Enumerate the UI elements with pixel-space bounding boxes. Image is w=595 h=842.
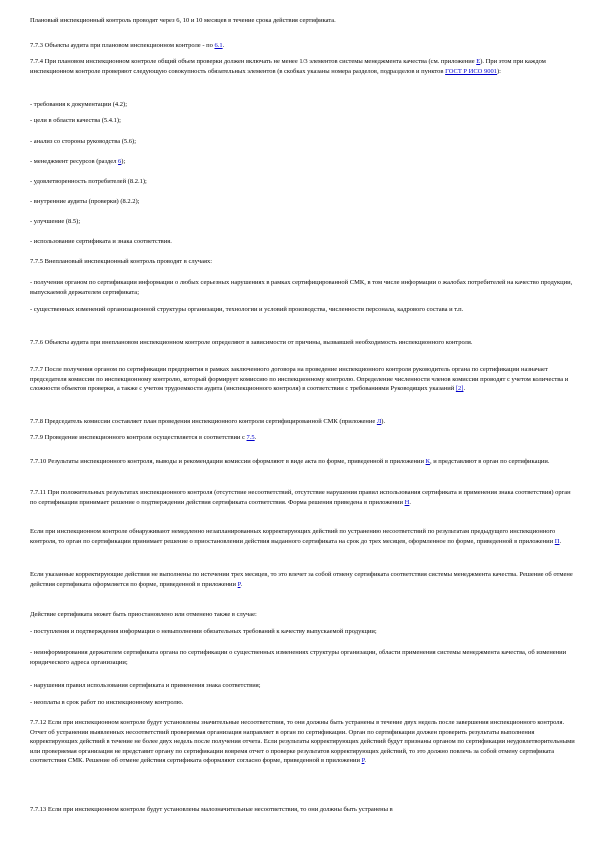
- document-link[interactable]: Е: [476, 58, 481, 65]
- paragraph: [30, 365, 575, 394]
- document-link[interactable]: 7.5: [246, 434, 255, 441]
- paragraph: [30, 681, 575, 691]
- paragraph: [30, 137, 575, 147]
- paragraph: [30, 457, 575, 467]
- paragraph: [30, 417, 575, 427]
- paragraph: [30, 805, 575, 815]
- paragraph-text: 7.7.12 Если при инспекционном контроле будут установлены значительные несоответствия, то они должны быть устранены в течение двух недель после завершения инспекционного контроля. Отчет об устранении выявленных несоответствий проверяемая организация направляет в орган по сертификации. Орган по сертификации должен проверить результаты выполнения корректирующих действий в течение не более двух недель после получения отчета. Если результаты корректирующих действий будут признаны органом по сертификации неудовлетворительными или проверяемая организация не представит органу по сертификации вовремя отчет о проверке результатов корректирующих действий, то это должно повлечь за собой отмену сертификата соответствия СМК. Решение об отмене действия сертификата оформляют согласно форме, приведенной в приложении: [30, 719, 575, 765]
- paragraph: [30, 433, 575, 443]
- paragraph-text: 7.7.8 Председатель комиссии составляет план проведения инспекционного контроля сертифицированной СМК (приложение: [30, 418, 377, 425]
- paragraph: [30, 718, 575, 766]
- paragraph-text: .: [364, 757, 367, 765]
- paragraph-text: ).: [381, 418, 386, 425]
- paragraph-text: .: [409, 498, 411, 506]
- paragraph-text: - получения органом по сертификации информации о любых серьезных нарушениях в рамках сертифицированной СМК, в том числе информации о жалобах потребителей на качество продукции, выпускаемой держателем сертификата;: [30, 279, 573, 296]
- paragraph-text: 7.7.3 Объекты аудита при плановом инспекционном контроле - по: [30, 42, 215, 49]
- paragraph-text: - улучшение (8.5);: [30, 218, 81, 225]
- paragraph-text: 7.7.5 Внеплановый инспекционный контроль проводят в случаях:: [30, 258, 213, 265]
- paragraph-text: ). При этом при каждом инспекционном контроле проверяют следующую совокупность обязательных элементов (в скобках указаны номера разделов, подразделов и пунктов: [30, 58, 546, 75]
- paragraph-text: 7.7.7 После получения органом по сертификации предприятия в рамках заключенного договора на проведение инспекционного контроля руководитель органа по сертификации назначает председателя комиссии по инспекционному контролю, который формирует комиссию по инспекционному контролю. Определение численности членов комиссии проводят с учетом количества и сложности объектов проверки, а также с учетом трудоемкости аудита (инспекционного контроля) в соответствии с требованиями Руководящих указаний: [30, 366, 569, 393]
- paragraph: [30, 57, 575, 76]
- paragraph: [30, 237, 575, 247]
- paragraph-text: .: [240, 580, 243, 588]
- paragraph: [30, 100, 575, 110]
- paragraph: [30, 157, 575, 167]
- paragraph: [30, 527, 575, 546]
- paragraph-text: - нарушения правил использования сертификата и применения знака соответствия;: [30, 682, 261, 689]
- paragraph-text: - неоплаты в срок работ по инспекционному контролю.: [30, 699, 184, 706]
- paragraph: [30, 217, 575, 227]
- paragraph: [30, 177, 575, 187]
- paragraph-text: - поступления и подтверждения информации о невыполнении обязательных требований к качеству выпускаемой продукции;: [30, 628, 377, 635]
- document-link[interactable]: 6: [118, 158, 122, 165]
- paragraph: [30, 41, 575, 51]
- paragraph: [30, 610, 575, 620]
- document-link[interactable]: Р: [237, 580, 241, 588]
- document-link[interactable]: Р: [361, 757, 365, 765]
- document-link[interactable]: Л: [376, 418, 382, 425]
- document-link[interactable]: ГОСТ Р ИСО 9001: [445, 67, 497, 75]
- paragraph: [30, 648, 575, 667]
- paragraph-text: - менеджмент ресурсов (раздел: [30, 158, 119, 165]
- paragraph: [30, 488, 575, 507]
- paragraph-text: );: [121, 158, 126, 165]
- document-link[interactable]: К: [425, 458, 430, 465]
- paragraph-text: 7.7.13 Если при инспекционном контроле будут установлены малозначительные несоответствия, то они должны быть устранены в: [30, 806, 393, 813]
- paragraph-text: .: [222, 42, 225, 49]
- paragraph-text: ):: [497, 67, 501, 75]
- paragraph-text: - существенных изменений организационной структуры организации, технологии и условий производства, численности персонала, кадрового состава и т.п.: [30, 306, 464, 313]
- paragraph-text: - цели в области качества (5.4.1);: [30, 117, 121, 124]
- paragraph-text: Если указанные корректирующие действия не выполнены по истечении трех месяцев, то это влечет за собой отмену сертификата соответствия системы менеджмента качества. Решение об отмене действия сертификата оформляется по форме, приведенной в приложении: [30, 571, 573, 588]
- paragraph: [30, 257, 575, 267]
- paragraph-text: 7.7.10 Результаты инспекционного контроля, выводы и рекомендации комиссии оформляют в виде акта по форме, приведенной в приложении: [30, 458, 426, 465]
- paragraph-text: - неинформирования держателем сертификата органа по сертификации о существенных изменениях структуры организации, области применения системы менеджмента качества, об изменении юридического адреса организации;: [30, 649, 567, 666]
- paragraph-text: - требования к документации (4.2);: [30, 101, 128, 108]
- paragraph: [30, 305, 575, 315]
- paragraph: [30, 698, 575, 708]
- paragraph-text: - использование сертификата и знака соответствия.: [30, 238, 172, 245]
- paragraph-text: - анализ со стороны руководства (5.6);: [30, 138, 136, 145]
- paragraph-text: 7.7.6 Объекты аудита при внеплановом инспекционном контроле определяют в зависимости от причины, вызвавшей необходимость инспекционного контроля.: [30, 339, 473, 346]
- paragraph: [30, 278, 575, 297]
- paragraph: [30, 338, 575, 348]
- document-link[interactable]: [2]: [455, 385, 464, 393]
- paragraph-text: 7.7.9 Проведение инспекционного контроля осуществляется в соответствии с: [30, 434, 247, 441]
- paragraph-text: , и представляют в орган по сертификации.: [429, 458, 550, 465]
- paragraph-text: .: [559, 537, 562, 545]
- paragraph-text: Если при инспекционном контроле обнаруживают немедленно незапланированных корректирующих действий по устранению несоответствий по результатам предыдущего инспекционного контроля, то орган по сертификации принимает решение о приостановлении действия выданного сертификата на срок до трех месяцев, оформленное по форме, приведенной в приложении: [30, 528, 556, 545]
- paragraph-text: - удовлетворенность потребителей (8.2.1);: [30, 178, 147, 185]
- paragraph: [30, 570, 575, 589]
- document-link[interactable]: П: [554, 537, 560, 545]
- paragraph-text: - внутренние аудиты (проверки) (8.2.2);: [30, 198, 140, 205]
- paragraph-text: .: [463, 385, 466, 393]
- document-link[interactable]: 6.1: [214, 42, 223, 49]
- paragraph-text: Плановый инспекционный контроль проводят через 6, 10 и 10 месяцев в течение срока действия сертификата.: [30, 17, 336, 24]
- document-link[interactable]: Н: [404, 498, 410, 506]
- paragraph: [30, 116, 575, 126]
- paragraph-text: Действие сертификата может быть приостановлено или отменено также в случае:: [30, 611, 257, 618]
- paragraph-text: 7.7.11 При положительных результатах инспекционного контроля (отсутствие несоответствий, отсутствие нарушения правил использования сертификата и применения знака соответствия) орган по сертификации принимает решение о подтверждении действия сертификата соответствия. Форма решения приведена в приложении: [30, 489, 571, 506]
- paragraph: [30, 16, 575, 26]
- paragraph: [30, 627, 575, 637]
- paragraph-text: .: [254, 434, 257, 441]
- paragraph-text: 7.7.4 При плановом инспекционном контроле общий объем проверки должен включать не менее 1/3 элементов системы менеджмента качества (см. приложение: [30, 58, 477, 65]
- paragraph: [30, 197, 575, 207]
